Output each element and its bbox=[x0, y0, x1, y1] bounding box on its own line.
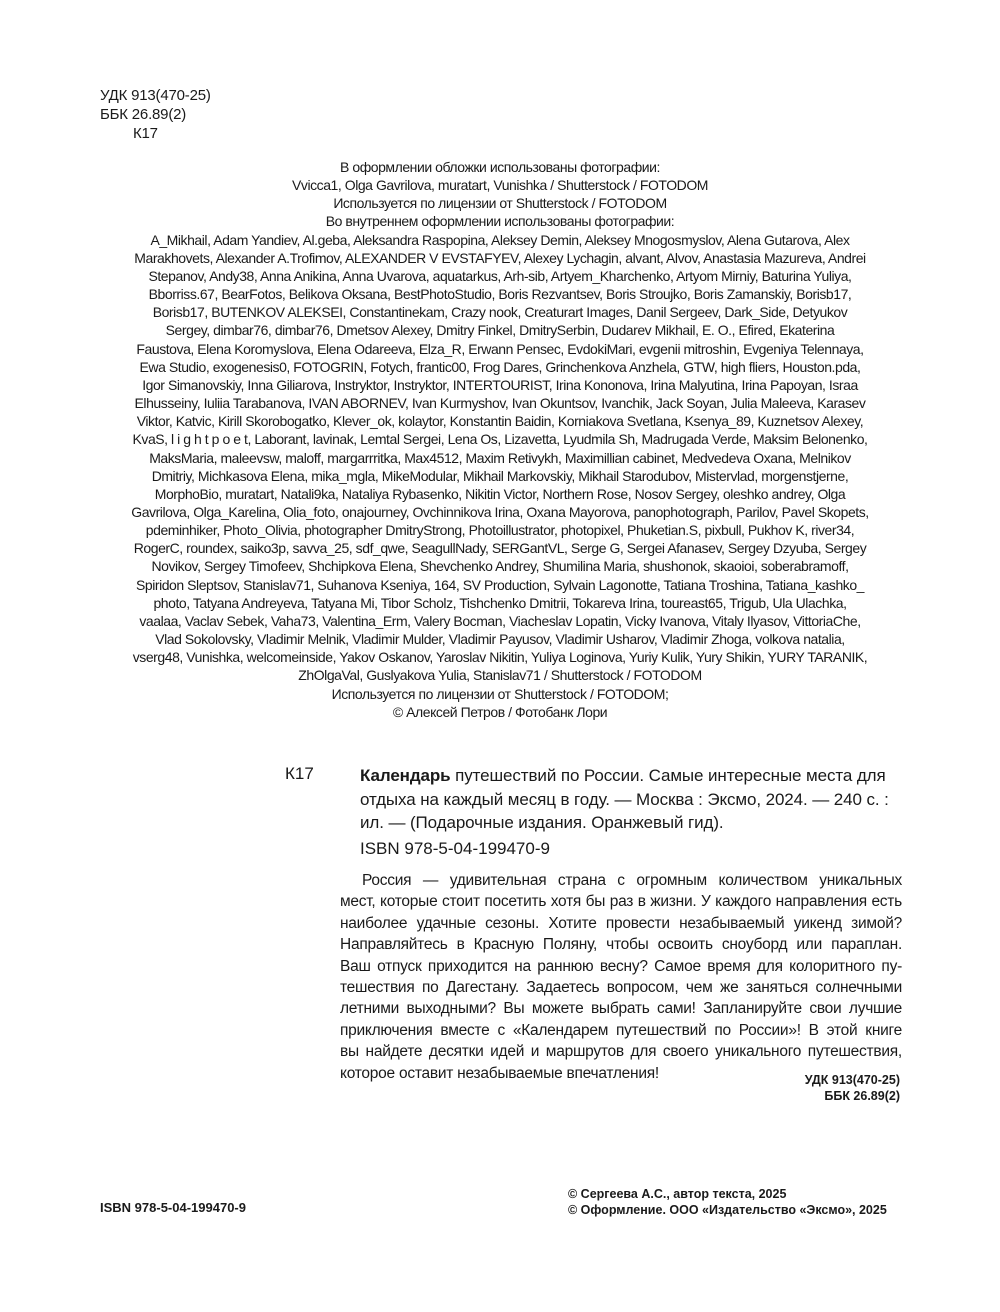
credit-line: Dmitriy, Michkasova Elena, mika_mgla, MikeModular, Mikhail Markovskiy, Mikhail Starodubov, Mistervlad, morgenstjerne, bbox=[151, 467, 849, 484]
credit-line: В оформлении обложки использованы фотографии: bbox=[340, 159, 660, 175]
credit-line: Gavrilova, Olga_Karelina, Olia_foto, onajourney, Ovchinnikova Irina, Oxana Mayorova, panophotograph, Parilov, Pavel Skopets, bbox=[131, 503, 869, 520]
annotation-line: которое оставит незабываемые впечатления! bbox=[340, 1064, 659, 1082]
credit-line: Faustova, Elena Koromyslova, Elena Odareeva, Elza_R, Erwann Pensec, EvdokiMari, evgenii mitroshin, Evgeniya Telennaya, bbox=[136, 340, 864, 357]
biblio-description bbox=[360, 764, 905, 835]
credit-line: Используется по лицензии от Shutterstock / FOTODOM bbox=[333, 195, 667, 212]
credit-line: pdeminhiker, Photo_Olivia, photographer DmitryStrong, Photoillustrator, photopixel, Phuketian.S, pixbull, Pukhov K, river34, bbox=[145, 522, 855, 539]
credit-line: Borisb17, BUTENKOV ALEKSEI, Constantinekam, Crazy nook, Creaturart Images, Danil Sergeev, Dark_Side, Detyukov bbox=[152, 304, 848, 321]
credit-line: Во внутреннем оформлении использованы фотографии: bbox=[325, 213, 675, 230]
annotation-line: приключения вместе с «Календарем путешествий по России»! В этой книге bbox=[340, 1021, 902, 1039]
credit-line: Viktor, Katvic, Kirill Skorobogatko, Klever_ok, kolaytor, Konstantin Baidin, Korniakova Svetlana, Ksenya_89, Kuznetsov Alexey, bbox=[136, 413, 864, 430]
credit-line: © Алексей Петров / Фотобанк Лори bbox=[392, 703, 608, 720]
annotation-line: вы найдете десятки идей и маршрутов для своего уникального путешествия, bbox=[340, 1043, 902, 1061]
footer-isbn: ISBN 978-5-04-199470-9 bbox=[100, 1200, 246, 1215]
credit-line: Ewa Studio, exogenesis0, FOTOGRIN, Fotych, frantic00, Frog Dares, Grinchenkova Anzhela, GTW, high fliers, Houston.pda, bbox=[139, 358, 861, 375]
credit-line: A_Mikhail, Adam Yandiev, Al.geba, Aleksandra Raspopina, Aleksey Demin, Aleksey Mnogosmyslov, Alena Gutarova, Alex bbox=[150, 231, 850, 248]
udk-code: УДК 913(470-25) bbox=[100, 87, 211, 104]
credit-line: Novikov, Sergey Timofeev, Shchipkova Elena, Shevchenko Andrey, Shumilina Maria, shushonok, skaoioi, soberabramoff, bbox=[151, 558, 849, 575]
biblio-title-rest: путешествий по России. Самые интересные места для отдыха на каждый месяц в году. — Москва : Эксмо, 2024. — 240 с. : ил. — (Подарочные издания. Оранжевый гид). bbox=[360, 766, 889, 832]
annotation-line: наиболее удачные сезоны. Хотите провести незабываемый уикенд зимой? bbox=[340, 914, 902, 932]
credit-line: vserg48, Vunishka, welcomeinside, Yakov Oskanov, Yaroslav Nikitin, Yuliya Loginova, Yuriy Kulik, Yury Shikin, YURY TARANIK, bbox=[132, 649, 868, 666]
credit-line: Stepanov, Andy38, Anna Anikina, Anna Uvarova, aquatarkus, Arh-sib, Artyem_Kharchenko, Artyom Mirniy, Baturina Yuliya, bbox=[148, 267, 852, 284]
credit-line: KvaS, l i g h t p o e t, Laborant, lavinak, Lemtal Sergei, Lena Os, Lizavetta, Lyudmila Sh, Madrugada Verde, Maksim Belonenko, bbox=[132, 431, 868, 448]
annotation-line: Россия — удивительная страна с огромным количеством уникальных bbox=[362, 872, 902, 889]
bbk-code-bottom: ББК 26.89(2) bbox=[824, 1089, 900, 1103]
credit-line: Sergey, dimbar76, dimbar76, Dmetsov Alexey, Dmitry Finkel, DmitrySerbin, Dudarev Mikhail, E. O., Efired, Ekaterina bbox=[165, 322, 835, 339]
annotation-line: летними выходными? Вы можете выбрать сами! Запланируйте свои лучшие bbox=[340, 1000, 902, 1018]
credit-line: Используется по лицензии от Shutterstock / FOTODOM; bbox=[331, 685, 669, 702]
credit-line: MorphoBio, muratart, Natali9ka, Nataliya Rybasenko, Nikitin Victor, Northern Rose, Nosov Sergey, oleshko andrey, Olga bbox=[154, 485, 846, 502]
credit-line: Spiridon Sleptsov, Stanislav71, Suhanova Kseniya, 164, SV Production, Sylvain Lagonotte, Tatiana Troshina, Tatiana_kashko_ bbox=[135, 576, 865, 593]
annotation-line: мест, которые стоит посетить хотя бы раз в жизни. У каждого направления есть bbox=[340, 893, 902, 911]
photo-credits bbox=[80, 158, 920, 721]
credit-line: Bborriss.67, BearFotos, Belikova Oksana, BestPhotoStudio, Boris Rezvantsev, Boris Stroujko, Boris Zamanskiy, Borisb17, bbox=[148, 286, 852, 303]
biblio-isbn: ISBN 978-5-04-199470-9 bbox=[360, 839, 550, 858]
credit-line: Igor Simanovskiy, Inna Giliarova, Instryktor, Instryktor, INTERTOURIST, Irina Kononova, Irina Malyutina, Irina Papoyan, Israa bbox=[142, 376, 858, 393]
copyright-author: © Сергеева А.С., автор текста, 2025 bbox=[568, 1187, 787, 1201]
credit-line: Vvicca1, Olga Gavrilova, muratart, Vunishka / Shutterstock / FOTODOM bbox=[292, 177, 708, 194]
credit-line: Marakhovets, Alexander A.Trofimov, ALEXANDER V EVSTAFYEV, Alexey Lychagin, alvant, Alvov, Anastasia Mazureva, Andrei bbox=[134, 249, 866, 266]
classification-block bbox=[700, 1072, 900, 1104]
annotation-line: Ваш отпуск приходится на раннюю весну? Самое время для колоритного пу- bbox=[340, 957, 902, 975]
copyright-block bbox=[568, 1187, 887, 1218]
credit-line: photo, Tatyana Andreyeva, Tatyana Mi, Tibor Scholz, Tishchenko Dmitrii, Tokareva Irina, toureast65, Trigub, Ula Ulachka, bbox=[153, 594, 847, 611]
udk-code-bottom: УДК 913(470-25) bbox=[804, 1073, 900, 1087]
annotation bbox=[340, 870, 902, 1084]
header-classification bbox=[100, 86, 211, 143]
bbk-code: ББК 26.89(2) bbox=[100, 106, 187, 123]
annotation-line: Направляйтесь в Красную Поляну, чтобы освоить сноуборд или параплан. bbox=[340, 936, 902, 954]
credit-line: Elhusseiny, Iuliia Tarabanova, IVAN ABORNEV, Ivan Kurmyshov, Ivan Okuntsov, Ivanchik, Jack Soyan, Julia Maleeva, Karasev bbox=[134, 395, 866, 412]
credit-line: ZhOlgaVal, Guslyakova Yulia, Stanislav71 / Shutterstock / FOTODOM bbox=[298, 667, 702, 684]
annotation-line: тешествия по Дагестану. Задаетесь вопросом, чем же заняться солнечными bbox=[340, 979, 902, 997]
credit-line: RogerC, roundex, saiko3p, savva_25, sdf_qwe, SeagullNady, SERGantVL, Serge G, Sergei Afanasev, Sergey Dzyuba, Sergey bbox=[133, 540, 867, 557]
author-mark: К17 bbox=[133, 125, 158, 142]
credit-line: MaksMaria, maleevsw, maloff, margarrritka, Max4512, Maxim Retivykh, Maximillian cabinet, Medvedeva Oxana, Melnikov bbox=[149, 449, 851, 466]
biblio-title-bold: Календарь bbox=[360, 766, 451, 785]
biblio-author-mark: К17 bbox=[285, 764, 314, 783]
copyright-design: © Оформление. ООО «Издательство «Эксмо», 2025 bbox=[568, 1202, 887, 1217]
credit-line: vaalaa, Vaclav Sebek, Vaha73, Valentina_Erm, Valery Bocman, Viacheslav Lopatin, Vicky Ivanova, Vitaly Ilyasov, VittoriaChe, bbox=[139, 612, 861, 629]
credit-line: Vlad Sokolovsky, Vladimir Melnik, Vladimir Mulder, Vladimir Payusov, Vladimir Usharov, Vladimir Zhoga, volkova natalia, bbox=[155, 631, 845, 648]
